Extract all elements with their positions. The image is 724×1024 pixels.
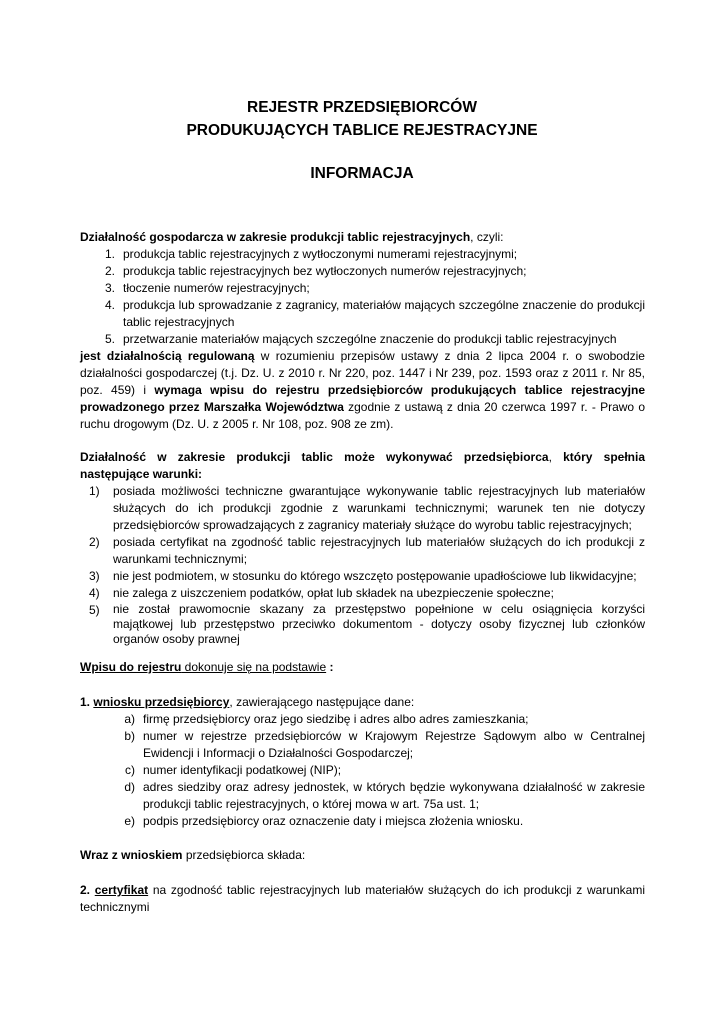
section-conditions xyxy=(80,449,645,647)
certificate-text: na zgodność tablic rejestracyjnych lub materiałów służących do ich produkcji z warunkami technicznymi xyxy=(80,883,646,914)
list-item-number: 5) xyxy=(89,603,100,617)
list-item-number: 2) xyxy=(89,535,100,549)
register-requirement-text: zgodnie z ustawą z dnia 20 czerwca 1997 r. - Prawo o ruchu drogowym (Dz. U. z 2005 r. Nr 108, poz. 908 ze zm). xyxy=(80,400,645,431)
list-item-text: posiada certyfikat na zgodność tablic rejestracyjnych lub materiałów służących do ich produkcji z warunkami technicznymi; xyxy=(113,535,645,566)
list-item-number: 2. xyxy=(104,264,115,278)
certificate-number: 2. xyxy=(80,883,91,897)
conditions-heading xyxy=(80,449,645,483)
register-basis-colon: : xyxy=(326,660,334,674)
application-heading-rest: , zawierającego następujące dane: xyxy=(229,695,415,709)
list-item xyxy=(80,728,645,762)
list-item xyxy=(80,568,645,585)
list-item xyxy=(80,246,645,263)
list-item-text: nie został prawomocnie skazany za przestępstwo popełnione w celu osiągnięcia korzyści majątkowej lub przestępstwo przeciwko dokumentom - dotyczy osoby fizycznej lub członków organów osoby prawnej xyxy=(113,602,645,646)
list-item-text: tłoczenie numerów rejestracyjnych; xyxy=(123,281,310,295)
activity-intro-rest: , czyli: xyxy=(470,230,504,244)
section-application xyxy=(80,694,645,830)
list-item-letter: b) xyxy=(124,729,135,743)
list-item-text: podpis przedsiębiorcy oraz oznaczenie daty i miejsca złożenia wniosku. xyxy=(143,814,524,828)
list-item xyxy=(80,779,645,813)
list-item-text: nie jest podmiotem, w stosunku do którego wszczęto postępowanie upadłościowe lub likwidacyjne; xyxy=(113,569,637,583)
list-item xyxy=(80,711,645,728)
list-item-text: przetwarzanie materiałów mających szczególne znaczenie do produkcji tablic rejestracyjnych xyxy=(123,332,617,346)
certificate-paragraph xyxy=(80,882,645,916)
list-item xyxy=(80,331,645,348)
register-requirement-bold: wymaga wpisu do rejestru przedsiębiorców produkujących tablice rejestracyjne prowadzonego przez Marszałka Województwa xyxy=(80,383,646,414)
regulated-activity-bold: jest działalnością regulowaną xyxy=(80,349,255,363)
list-item-letter: c) xyxy=(125,763,135,777)
list-item-number: 3) xyxy=(89,569,100,583)
list-item-number: 4) xyxy=(89,586,100,600)
attachments-heading xyxy=(80,847,645,864)
application-number: 1. xyxy=(80,695,91,709)
activity-intro xyxy=(80,229,645,246)
list-item xyxy=(80,762,645,779)
section-register-basis xyxy=(80,659,645,676)
document-title-line-1: REJESTR PRZEDSIĘBIORCÓW xyxy=(247,99,477,116)
register-basis-text: dokonuje się na podstawie xyxy=(181,660,327,674)
list-item-number: 1. xyxy=(104,247,115,261)
conditions-heading-comma: , xyxy=(548,450,564,464)
list-item xyxy=(80,263,645,280)
register-basis-heading xyxy=(80,659,645,676)
list-item-text: produkcja tablic rejestracyjnych z wytłoczonymi numerami rejestracyjnymi; xyxy=(123,247,518,261)
conditions-heading-bold-1: Działalność w zakresie produkcji tablic może wykonywać przedsiębiorca xyxy=(80,450,549,464)
document-title-line-2: PRODUKUJĄCYCH TABLICE REJESTRACYJNE xyxy=(186,122,538,139)
list-item-letter: d) xyxy=(124,780,135,794)
list-item-text: firmę przedsiębiorcy oraz jego siedzibę i adres albo adres zamieszkania; xyxy=(143,712,529,726)
list-item-number: 3. xyxy=(104,281,115,295)
list-item xyxy=(80,280,645,297)
list-item-text: nie zalega z uiszczeniem podatków, opłat lub składek na ubezpieczenie społeczne; xyxy=(113,586,554,600)
list-item-number: 1) xyxy=(89,484,100,498)
list-item-text: posiada możliwości techniczne gwarantujące wykonywanie tablic rejestracyjnych lub materiałów służących do ich produkcji zgodnie z warunkami technicznymi; warunek ten nie dotyczy przedsiębiorców sprowadzających z zagranicy materiały służące do wyrobu tablic rejestracyjnych; xyxy=(113,484,645,532)
conditions-heading-bold-2: który spełnia następujące warunki: xyxy=(80,450,646,481)
list-item xyxy=(80,534,645,568)
list-item xyxy=(80,602,645,647)
application-heading-bold: wniosku przedsiębiorcy xyxy=(93,695,230,709)
list-item-number: 5. xyxy=(104,332,115,346)
list-item-number: 4. xyxy=(104,298,115,312)
register-basis-bold: Wpisu do rejestru xyxy=(80,660,182,674)
attachments-heading-rest: przedsiębiorca składa: xyxy=(182,848,306,862)
list-item xyxy=(80,813,645,830)
list-item-letter: e) xyxy=(124,814,135,828)
section-activity-definition xyxy=(80,229,645,433)
certificate-bold: certyfikat xyxy=(94,883,149,897)
list-item-text: produkcja tablic rejestracyjnych bez wytłoczonych numerów rejestracyjnych; xyxy=(123,264,527,278)
list-item xyxy=(80,585,645,602)
list-item-text: numer identyfikacji podatkowej (NIP); xyxy=(143,763,342,777)
activity-intro-bold: Działalność gospodarcza w zakresie produkcji tablic rejestracyjnych xyxy=(80,230,471,244)
list-item-text: numer w rejestrze przedsiębiorców w Krajowym Rejestrze Sądowym albo w Centralnej Ewidencji i Informacji o Działalności Gospodarczej; xyxy=(143,729,645,760)
document-subtitle: INFORMACJA xyxy=(310,165,414,182)
section-attachments-intro xyxy=(80,847,645,864)
list-item-text: produkcja lub sprowadzanie z zagranicy, materiałów mających szczególne znaczenie do produkcji tablic rejestracyjnych xyxy=(123,298,645,329)
regulated-activity-paragraph xyxy=(80,348,645,433)
list-item xyxy=(80,483,645,534)
list-item xyxy=(80,297,645,331)
list-item-text: adres siedziby oraz adresy jednostek, w których będzie wykonywana działalność w zakresie produkcji tablic rejestracyjnych, o której mowa w art. 75a ust. 1; xyxy=(143,780,645,811)
attachments-heading-bold: Wraz z wnioskiem xyxy=(80,848,183,862)
application-heading xyxy=(80,694,645,711)
regulated-activity-text: w rozumieniu przepisów ustawy z dnia 2 lipca 2004 r. o swobodzie działalności gospodarczej (t.j. Dz. U. z 2010 r. Nr 220, poz. 1447 i Nr 239, poz. 1593 oraz z 2011 r. Nr 85, poz. 459) i xyxy=(80,349,645,397)
section-certificate xyxy=(80,882,645,916)
list-item-letter: a) xyxy=(124,712,135,726)
